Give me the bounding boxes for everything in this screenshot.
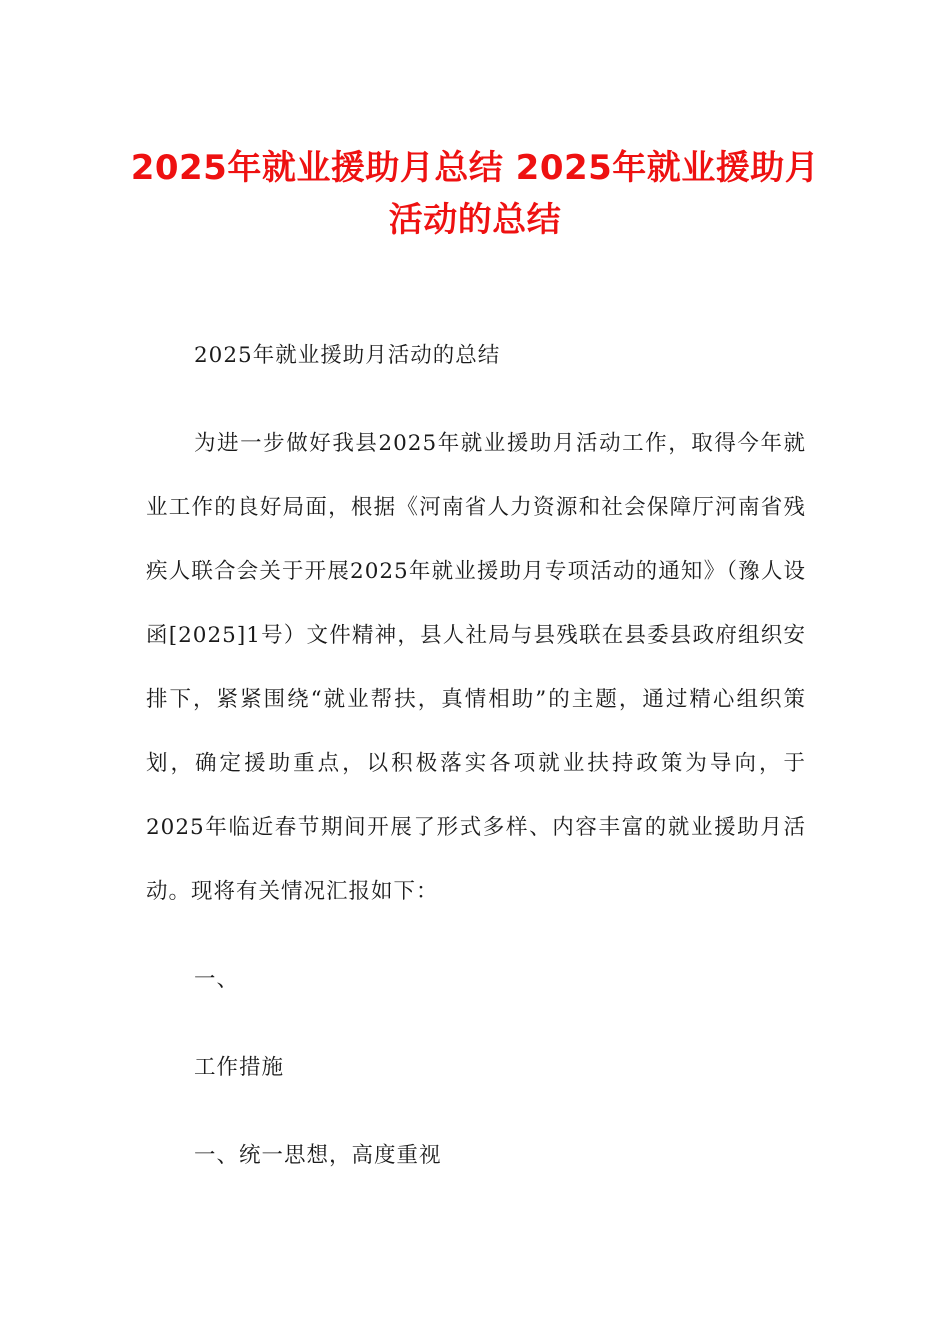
paragraph-subtitle: 2025年就业援助月活动的总结: [194, 343, 501, 368]
paragraph-section-number: 一、: [194, 967, 240, 992]
paragraph-section-heading: 工作措施: [194, 1055, 285, 1080]
paragraph-intro: 为进一步做好我县2025年就业援助月活动工作，取得今年就业工作的良好局面，根据《河南省人力资源和社会保障厅河南省残疾人联合会关于开展2025年就业援助月专项活动的通知》（豫人设函[2025]1号）文件精神，县人社局与县残联在县委县政府组织安排下，紧紧围绕“就业帮扶，真情相助”的主题，通过精心组织策划，确定援助重点，以积极落实各项就业扶持政策为导向，于2025年临近春节期间开展了形式多样、内容丰富的就业援助月活动。现将有关情况汇报如下：: [146, 431, 806, 904]
document-title: 2025年就业援助月总结 2025年就业援助月活动的总结: [130, 148, 820, 240]
document-body: [146, 324, 806, 1188]
paragraph-subsection-heading: 一、统一思想，高度重视: [194, 1143, 442, 1168]
